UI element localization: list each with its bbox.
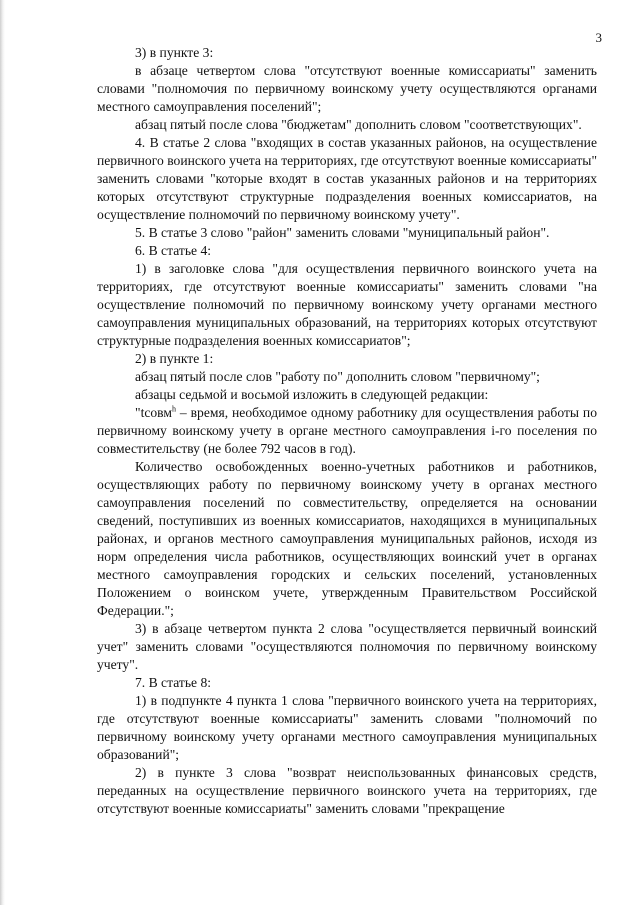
formula-open-quote: " bbox=[135, 405, 141, 420]
paragraph: 7. В статье 8: bbox=[135, 675, 212, 690]
formula-symbol: tсовм bbox=[140, 405, 172, 420]
paragraph: 3) в пункте 3: bbox=[135, 45, 214, 60]
paragraph: абзацы седьмой и восьмой изложить в следующей редакции: bbox=[135, 387, 489, 402]
paragraph: абзац пятый после слов "работу по" дополнить словом "первичному"; bbox=[135, 369, 540, 384]
paragraph: 6. В статье 4: bbox=[135, 243, 212, 258]
formula-text: – время, необходимое одному работнику для осуществления работы по первичному воинскому учету в органе местного самоуправления i-го поселения по совместительству (не более 792 часов в год). bbox=[97, 405, 597, 456]
paragraph: 2) в пункте 1: bbox=[135, 351, 214, 366]
paragraph: 1) в подпункте 4 пункта 1 слова "первичного воинского учета на территориях, где отсутствуют военные комиссариаты" заменить словами "полномочий по первичному воинскому учету органами местного самоуправления муниципальных образований"; bbox=[97, 693, 597, 762]
scan-edge bbox=[0, 0, 5, 905]
paragraph: 5. В статье 3 слово "район" заменить словами "муниципальный район". bbox=[135, 225, 550, 240]
paragraph: абзац пятый после слова "бюджетам" дополнить словом "соответствующих". bbox=[135, 117, 582, 132]
paragraph: 4. В статье 2 слова "входящих в состав указанных районов, на осуществление первичного воинского учета на территориях, где отсутствуют военные комиссариаты" заменить словами "которые входят в состав указанных районов и на территориях которых отсутствуют структурные подразделения военных комиссариатов, на осуществление полномочий по первичному воинскому учету". bbox=[97, 135, 597, 222]
page-number: 3 bbox=[595, 30, 602, 45]
paragraph: Количество освобожденных военно-учетных работников и работников, осуществляющих работу по первичному воинскому учету в органах местного самоуправления поселений по совместительству, определяется на основании сведений, поступивших из военных комиссариатов, находящихся в муниципальных районах, и органов местного самоуправления муниципальных районов, исходя из норм определения числа работников, осуществляющих воинский учет в органах местного самоуправления городских и сельских поселений, установленных Положением о воинском учете, утвержденным Правительством Российской Федерации."; bbox=[97, 459, 597, 618]
paragraph: 1) в заголовке слова "для осуществления первичного воинского учета на территориях, где отсутствуют военные комиссариаты" заменить словами "на осуществление полномочий по первичному воинскому учету органами местного самоуправления муниципальных образований, на территориях которых отсутствуют структурные подразделения военных комиссариатов"; bbox=[97, 261, 597, 348]
document-body bbox=[97, 44, 597, 818]
paragraph: в абзаце четвертом слова "отсутствуют военные комиссариаты" заменить словами "полномочия по первичному воинскому учету осуществляются органами местного самоуправления поселений"; bbox=[97, 63, 597, 114]
paragraph: 2) в пункте 3 слова "возврат неиспользованных финансовых средств, переданных на осуществление первичного воинского учета на территориях, где отсутствуют военные комиссариаты" заменить словами "прекращение bbox=[97, 765, 597, 816]
formula-paragraph bbox=[97, 404, 597, 458]
formula-superscript: h bbox=[171, 404, 176, 414]
paragraph: 3) в абзаце четвертом пункта 2 слова "осуществляется первичный воинский учет" заменить словами "осуществляются полномочия по первичному воинскому учету". bbox=[97, 621, 597, 672]
